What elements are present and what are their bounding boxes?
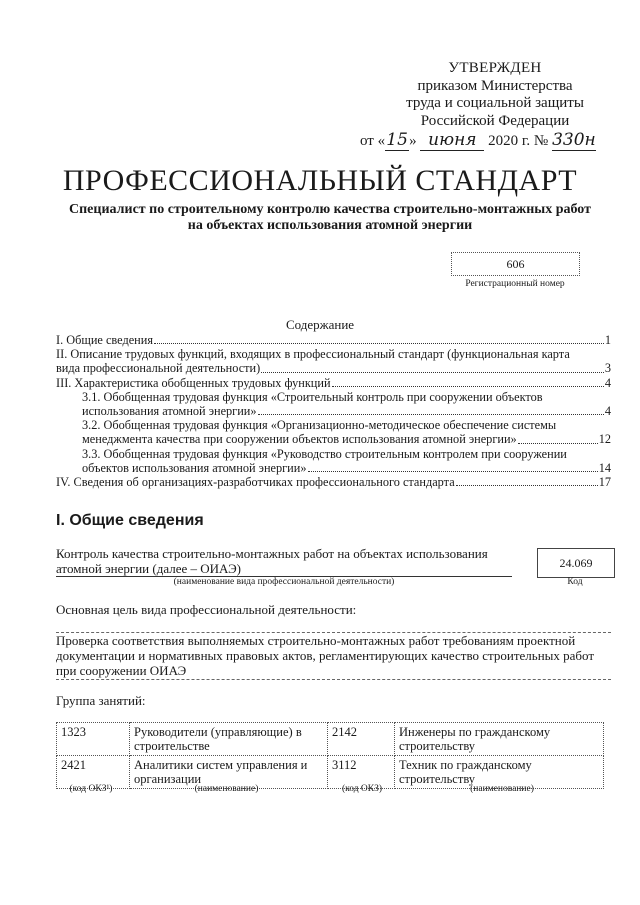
caption-name-2: (наименование) (470, 784, 534, 794)
occupation-group-label: Группа занятий: (56, 693, 146, 708)
toc-item[interactable]: IV. Сведения об организациях-разработчиках профессионального стандарта 17 (56, 475, 611, 490)
approval-date-line (360, 130, 640, 151)
caption-code-okz-2: (код ОКЗ) (341, 784, 383, 794)
table-row (57, 723, 604, 756)
date-year: 2020 г. № (484, 133, 552, 149)
document-title: ПРОФЕССИОНАЛЬНЫЙ СТАНДАРТ (62, 164, 578, 197)
okz-code: 2421 (57, 756, 130, 789)
approval-line-2: труда и социальной защиты (406, 95, 584, 111)
activity-code: 24.069 (537, 548, 615, 578)
date-day: 15 (386, 130, 408, 150)
date-mid: » (409, 133, 421, 149)
table-of-contents (56, 333, 611, 489)
registration-number-box: 606 (451, 252, 580, 276)
okz-code: 2142 (328, 723, 395, 756)
code-caption: Код (567, 577, 583, 587)
toc-item[interactable]: 3.2. Обобщенная трудовая функция «Организационно-методическое обеспечение системы менеджмента качества при сооружении объектов использования атомной энергии» 12 (82, 418, 611, 447)
occupation-name: Руководители (управляющие) в строительстве (130, 723, 328, 756)
goal-text: Проверка соответствия выполняемых строительно-монтажных работ требованиям проектной документации и нормативных правовых актов, регламентирующих качество строительных работ при сооружении ОИАЭ (56, 632, 611, 680)
caption-code-okz-1: (код ОКЗ¹) (69, 784, 113, 794)
okz-code: 3112 (328, 756, 395, 789)
date-month: июня (420, 130, 484, 151)
toc-item[interactable]: 3.3. Обобщенная трудовая функция «Руководство строительным контролем при сооружении объектов использования атомной энергии» 14 (82, 446, 611, 475)
occupation-table (56, 722, 604, 789)
approval-line-3: Российской Федерации (420, 112, 570, 129)
occupation-name: Аналитики систем управления и организации (130, 756, 328, 789)
toc-title: Содержание (285, 317, 355, 332)
occupation-name: Инженеры по гражданскому строительству (395, 723, 604, 756)
toc-item[interactable]: II. Описание трудовых функций, входящих в профессиональный стандарт (функциональная карта вида профессиональной деятельности) 3 (56, 347, 611, 376)
approval-block (360, 60, 630, 130)
approval-heading: УТВЕРЖДЕН (448, 60, 542, 76)
activity-caption: (наименование вида профессиональной деятельности) (173, 577, 395, 587)
document-subtitle: Специалист по строительному контролю качества строительно-монтажных работ на объектах использования атомной энергии (69, 202, 591, 233)
date-prefix: от « (360, 133, 386, 149)
okz-code: 1323 (57, 723, 130, 756)
toc-item[interactable]: I. Общие сведения 1 (56, 333, 611, 347)
activity-name: Контроль качества строительно-монтажных работ на объектах использования атомной энергии (далее – ОИАЭ) (56, 546, 488, 576)
approval-line-1: приказом Министерства (417, 77, 573, 94)
toc-item[interactable]: III. Характеристика обобщенных трудовых функций 4 (56, 375, 611, 390)
caption-name-1: (наименование) (194, 784, 259, 794)
occupation-name: Техник по гражданскому строительству (395, 756, 604, 789)
order-number: 330н (552, 130, 596, 150)
section-heading: I. Общие сведения (56, 512, 204, 529)
registration-caption: Регистрационный номер (465, 279, 565, 289)
toc-item[interactable]: 3.1. Обобщенная трудовая функция «Строительный контроль при сооружении объектов использования атомной энергии» 4 (82, 389, 611, 419)
goal-label: Основная цель вида профессиональной деятельности: (56, 602, 357, 617)
